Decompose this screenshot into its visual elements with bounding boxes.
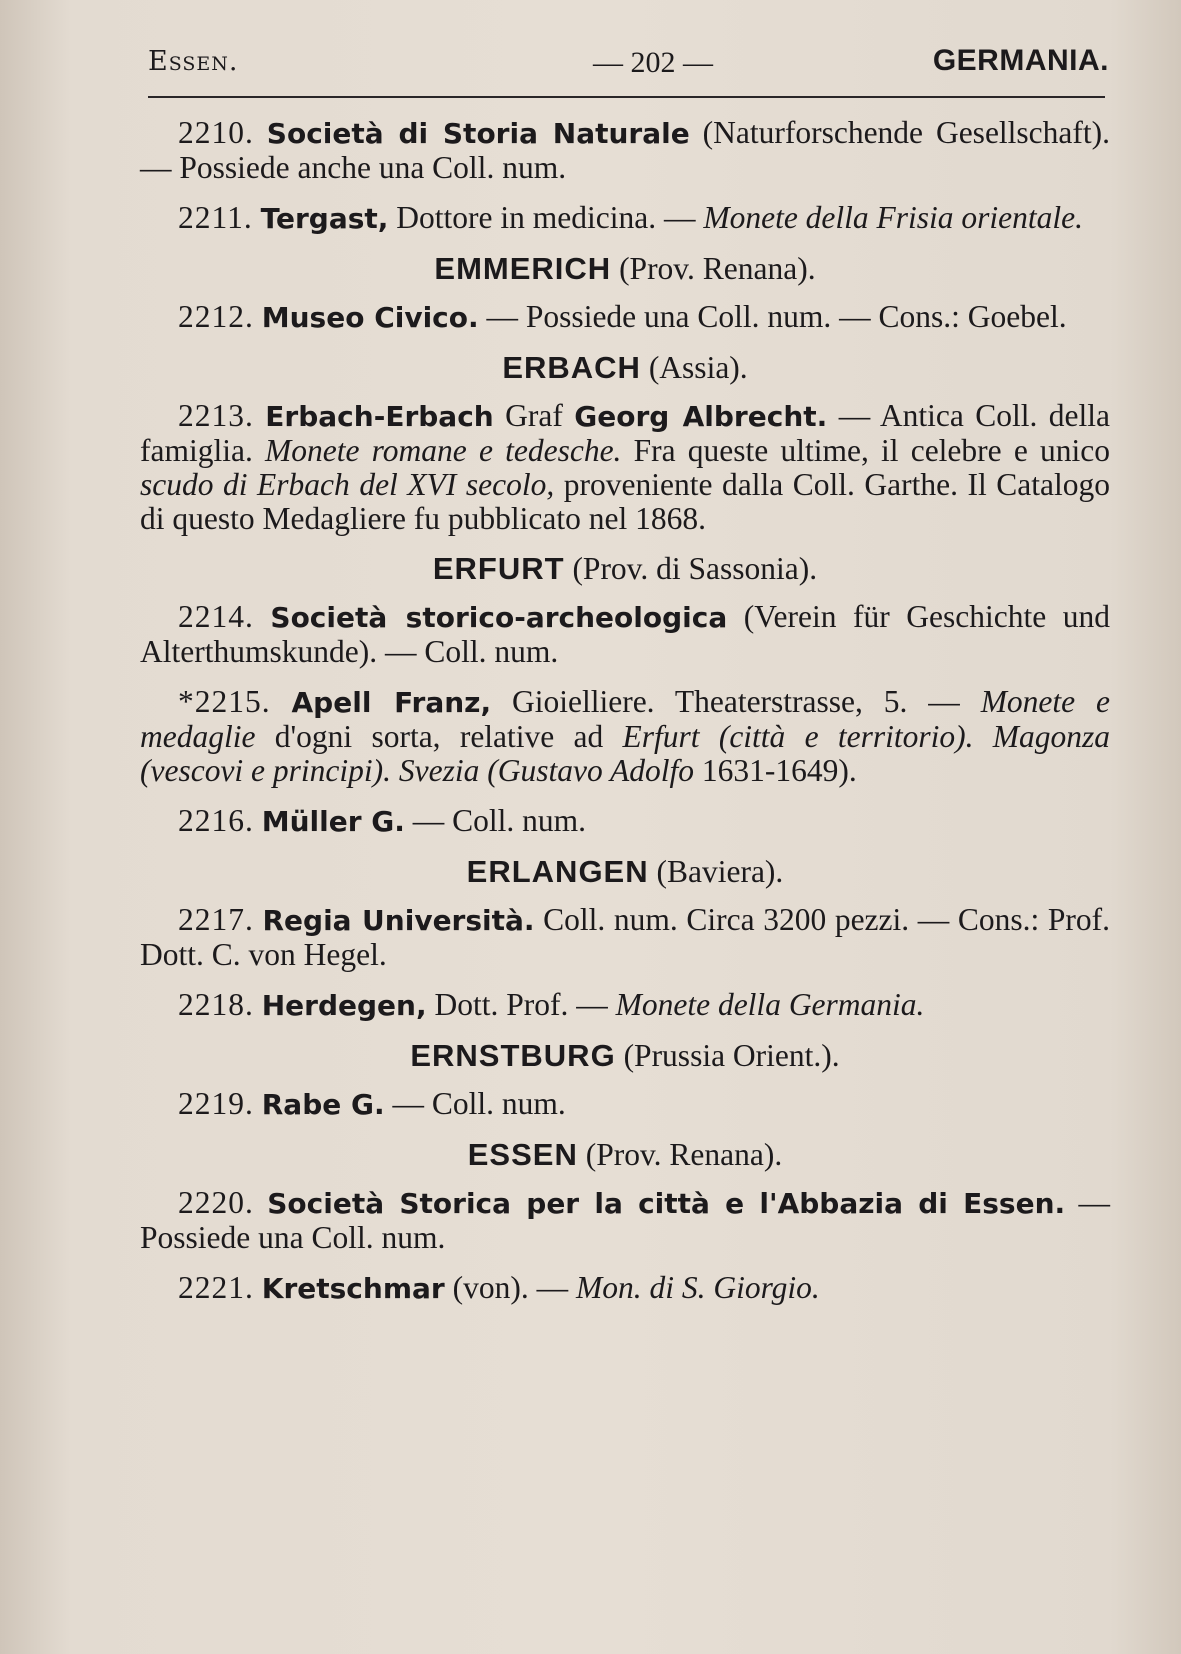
entry-number: 2213.: [178, 398, 254, 433]
city-name: ERNSTBURG: [410, 1038, 616, 1073]
entry-number: 2211.: [178, 200, 253, 235]
entry-name: Tergast,: [260, 202, 389, 235]
entry-2215: [140, 685, 1110, 788]
entry-text-end: proveniente dalla Coll. Garthe. Il Catalogo di questo Medagliere fu pubblicato nel 1868.: [140, 467, 1110, 536]
entry-italic: Monete della Frisia orientale.: [703, 200, 1084, 235]
running-head: [148, 40, 1109, 84]
entry-number: 2210.: [178, 115, 254, 150]
city-heading-erfurt: [140, 552, 1110, 586]
entry-2219: [140, 1087, 1110, 1122]
entry-title: Graf: [493, 398, 575, 433]
entry-2221: [140, 1271, 1110, 1306]
region-name: (Assia).: [640, 350, 748, 385]
entry-text: Dottore in medicina. —: [388, 200, 704, 235]
entry-number: *2215.: [178, 684, 271, 719]
entry-text: Gioielliere. Theaterstrasse, 5. —: [491, 684, 981, 719]
entry-text: — Possiede una Coll. num.: [140, 1185, 1111, 1255]
city-heading-erlangen: [140, 855, 1110, 889]
entry-number: 2217.: [178, 902, 254, 937]
entry-name: Società di Storia Naturale: [266, 117, 690, 150]
entry-name: Società Storica per la città e l'Abbazia di Essen.: [267, 1187, 1066, 1220]
entry-2212: [140, 300, 1110, 335]
city-heading-ernstburg: [140, 1039, 1110, 1073]
entry-text: — Antica Coll. della famiglia.: [140, 398, 1110, 468]
entry-text-tail: Fra queste ultime, il celebre e unico: [621, 433, 1110, 468]
entry-number: 2218.: [178, 987, 254, 1022]
entry-2214: [140, 600, 1110, 669]
running-head-city: Essen.: [148, 46, 239, 77]
entry-name: Herdegen,: [261, 989, 427, 1022]
region-name: (Prov. Renana).: [577, 1137, 783, 1172]
region-name: (Prov. di Sassonia).: [564, 551, 818, 586]
entry-text: Coll. num. Circa 3200 pezzi. — Cons.: Prof. Dott. C. von Hegel.: [140, 902, 1110, 972]
entry-name: Società storico-archeologica: [270, 601, 728, 634]
city-name: ESSEN: [467, 1137, 578, 1172]
running-head-country: GERMANIA.: [932, 44, 1109, 77]
entry-text: (Naturforschende Gesellschaft). — Possiede anche una Coll. num.: [140, 115, 1110, 185]
region-name: (Baviera).: [648, 854, 784, 889]
city-heading-essen: [140, 1138, 1110, 1172]
entry-italic-second: scudo di Erbach del XVI secolo,: [140, 467, 555, 502]
city-name: EMMERICH: [434, 251, 612, 286]
entry-2217: [140, 903, 1110, 972]
entry-number: 2221.: [178, 1270, 254, 1305]
header-rule: [148, 96, 1105, 98]
entry-number: 2216.: [178, 803, 254, 838]
entry-2213: [140, 399, 1110, 536]
region-name: (Prov. Renana).: [611, 251, 816, 286]
page-number: — 202 —: [593, 46, 713, 79]
entry-number: 2219.: [178, 1086, 254, 1121]
entry-italic: Monete e medaglie: [140, 684, 1111, 754]
city-name: ERLANGEN: [466, 854, 649, 889]
entry-text: — Possiede una Coll. num. — Cons.: Goebel.: [478, 299, 1067, 334]
entry-2216: [140, 804, 1110, 839]
city-heading-emmerich: [140, 252, 1110, 286]
city-name: ERFURT: [432, 551, 565, 586]
entry-2220: [140, 1186, 1110, 1255]
entry-2211: [140, 201, 1110, 236]
entry-name: Apell Franz,: [291, 686, 492, 719]
entry-text: (von). —: [444, 1270, 576, 1305]
entry-text: — Coll. num.: [384, 1086, 566, 1121]
city-heading-erbach: [140, 351, 1110, 385]
page-body: [140, 116, 1110, 1322]
city-name: ERBACH: [502, 350, 641, 385]
entry-number: 2220.: [178, 1185, 254, 1220]
entry-text-tail: d'ogni sorta, relative ad: [255, 719, 623, 754]
entry-name-second: Georg Albrecht.: [574, 400, 828, 433]
entry-italic: Mon. di S. Giorgio.: [575, 1270, 820, 1305]
entry-name: Museo Civico.: [261, 301, 479, 334]
entry-name: Kretschmar: [261, 1272, 445, 1305]
entry-italic: Monete romane e tedesche.: [265, 433, 622, 468]
entry-text-end: 1631-1649).: [694, 753, 857, 788]
entry-name: Rabe G.: [261, 1088, 385, 1121]
entry-italic-second: Erfurt (città e territorio). Magonza (vescovi e principi). Svezia (Gustavo Adolfo: [140, 719, 1110, 788]
entry-text: Dott. Prof. —: [426, 987, 616, 1022]
entry-name: Erbach-Erbach: [265, 400, 494, 433]
entry-name: Regia Università.: [262, 904, 535, 937]
entry-number: 2212.: [178, 299, 254, 334]
entry-text: — Coll. num.: [404, 803, 587, 838]
entry-text: (Verein für Geschichte und Alterthumskunde). — Coll. num.: [140, 599, 1110, 669]
entry-name: Müller G.: [261, 805, 405, 838]
entry-number: 2214.: [178, 599, 254, 634]
entry-2218: [140, 988, 1110, 1023]
entry-italic: Monete della Germania.: [615, 987, 925, 1022]
entry-2210: [140, 116, 1110, 185]
region-name: (Prussia Orient.).: [615, 1038, 840, 1073]
